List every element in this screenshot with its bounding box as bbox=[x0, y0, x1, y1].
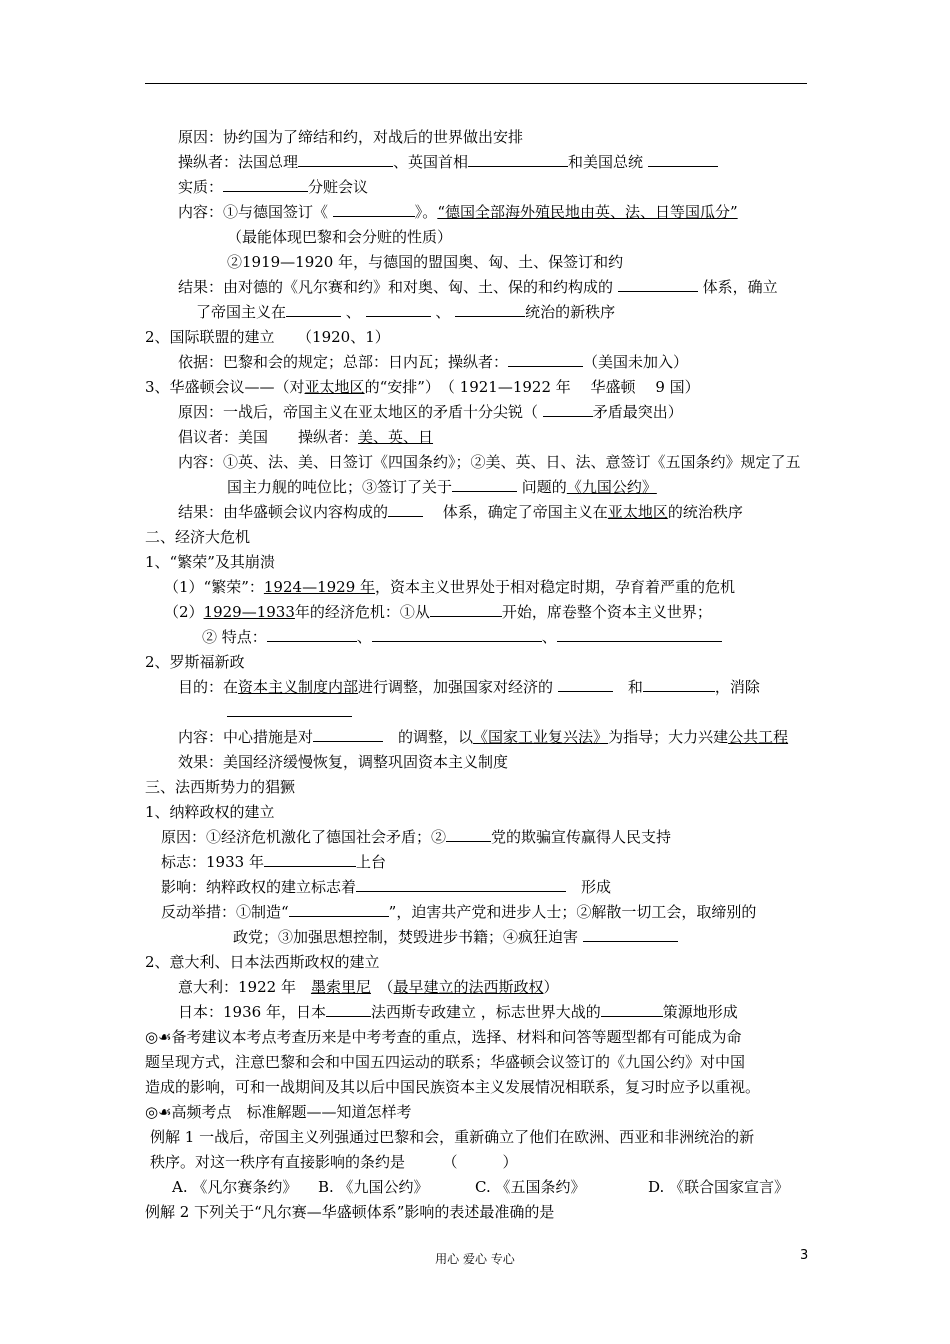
text-line: 内容：中心措施是对 的调整，以《国家工业复兴法》为指导；大力兴建公共工程 bbox=[178, 728, 789, 746]
section-heading: 3、华盛顿会议——（对亚太地区的“安排”） （ 1921—1922 年 华盛顿 9 国） bbox=[145, 378, 700, 396]
text-line: 政党；③加强思想控制，焚毁进步书籍；④疯狂迫害 bbox=[233, 927, 678, 947]
text-line: 结果：由华盛顿会议内容构成的 体系，确定了帝国主义在亚太地区的统治秩序 bbox=[178, 503, 743, 521]
question-text: 例解 2 下列关于“凡尔赛—华盛顿体系”影响的表述最准确的是 bbox=[145, 1203, 555, 1221]
text-line: 原因：协约国为了缔结和约，对战后的世界做出安排 bbox=[178, 128, 524, 146]
option-a: A. 《凡尔赛条约》 bbox=[172, 1178, 298, 1196]
option-c: C. 《五国条约》 bbox=[475, 1178, 586, 1196]
text-line: ② 特点： 、 、 bbox=[202, 627, 722, 647]
text-line: 标志：1933 年 上台 bbox=[161, 853, 386, 871]
text-line: 内容：①与德国签订《 》。“德国全部海外殖民地由英、法、日等国瓜分” bbox=[178, 203, 738, 221]
section-heading: ◎☙高频考点 标准解题——知道怎样考 bbox=[145, 1103, 412, 1121]
text-line: 了帝国主义在 、 、 统治的新秩序 bbox=[196, 303, 616, 321]
page-number: 3 bbox=[800, 1248, 809, 1263]
section-heading: 1、纳粹政权的建立 bbox=[145, 803, 275, 821]
text-line: 内容：①英、法、美、日签订《四国条约》；②美、英、日、法、意签订《五国条约》规定了五 bbox=[178, 453, 801, 471]
text-line: 目的：在资本主义制度内部进行调整，加强国家对经济的 和 ，消除 bbox=[178, 678, 760, 696]
section-heading: 2、国际联盟的建立 （1920、1） bbox=[145, 328, 390, 346]
text-line: 操纵者：法国总理 、英国首相 和美国总统 bbox=[178, 152, 718, 172]
text-line: 题呈现方式，注意巴黎和会和中国五四运动的联系；华盛顿会议签订的《九国公约》对中国 bbox=[145, 1053, 746, 1071]
text-line: 反动举措：①制造“ ”，迫害共产党和进步人士；②解散一切工会，取缔别的 bbox=[161, 903, 757, 921]
section-heading: 2、罗斯福新政 bbox=[145, 653, 245, 671]
section-heading: 二、经济大危机 bbox=[145, 528, 251, 546]
option-b: B. 《九国公约》 bbox=[318, 1178, 429, 1196]
option-d: D. 《联合国家宣言》 bbox=[648, 1178, 790, 1196]
text-line: 意大利：1922 年 墨索里尼 （最早建立的法西斯政权） bbox=[178, 978, 559, 996]
text-line: 依据：巴黎和会的规定；总部：日内瓦；操纵者： （美国未加入） bbox=[178, 353, 689, 371]
text-line: （2）1929—1933年的经济危机：①从 开始，席卷整个资本主义世界； bbox=[164, 603, 712, 621]
text-line: （1）“繁荣”：1924—1929 年，资本主义世界处于相对稳定时期，孕育着严重的危机 bbox=[164, 578, 736, 596]
text-line: 效果：美国经济缓慢恢复，调整巩固资本主义制度 bbox=[178, 753, 509, 771]
footer-text: 用心 爱心 专心 bbox=[435, 1252, 515, 1266]
question-text: 秩序。对这一秩序有直接影响的条约是 （ ） bbox=[150, 1153, 518, 1171]
text-line: 结果：由对德的《凡尔赛和约》和对奥、匈、土、保的和约构成的 体系，确立 bbox=[178, 278, 778, 296]
text-line: 影响：纳粹政权的建立标志着 形成 bbox=[161, 878, 612, 896]
section-heading: 2、意大利、日本法西斯政权的建立 bbox=[145, 953, 380, 971]
section-heading: 三、法西斯势力的猖獗 bbox=[145, 778, 296, 796]
text-line: ②1919—1920 年，与德国的盟国奥、匈、土、保签订和约 bbox=[227, 253, 624, 271]
question-text: 例解 1 一战后，帝国主义列强通过巴黎和会，重新确立了他们在欧洲、西亚和非洲统治的新 bbox=[150, 1128, 755, 1146]
text-line: 实质： 分赃会议 bbox=[178, 178, 369, 196]
section-heading: 1、“繁荣”及其崩溃 bbox=[145, 553, 275, 571]
text-line bbox=[227, 702, 352, 722]
text-line: 日本：1936 年，日本 法西斯专政建立 ，标志世界大战的 策源地形成 bbox=[178, 1003, 738, 1021]
text-line: 原因：①经济危机激化了德国社会矛盾；② 党的欺骗宣传赢得人民支持 bbox=[161, 828, 672, 846]
text-line: （最能体现巴黎和会分赃的性质） bbox=[227, 228, 453, 246]
text-line: 倡议者：美国 操纵者：美、英、日 bbox=[178, 428, 434, 446]
text-line: 造成的影响，可和一战期间及其以后中国民族资本主义发展情况相联系，复习时应予以重视。 bbox=[145, 1078, 761, 1096]
text-line: 原因：一战后，帝国主义在亚太地区的矛盾十分尖锐（ 矛盾最突出） bbox=[178, 403, 683, 421]
text-line: 国主力舰的吨位比；③签订了关于 问题的《九国公约》 bbox=[227, 478, 657, 496]
text-line: ◎☙备考建议本考点考查历来是中考考查的重点，选择、材料和问答等题型都有可能成为命 bbox=[145, 1028, 742, 1046]
header-rule bbox=[145, 83, 807, 84]
